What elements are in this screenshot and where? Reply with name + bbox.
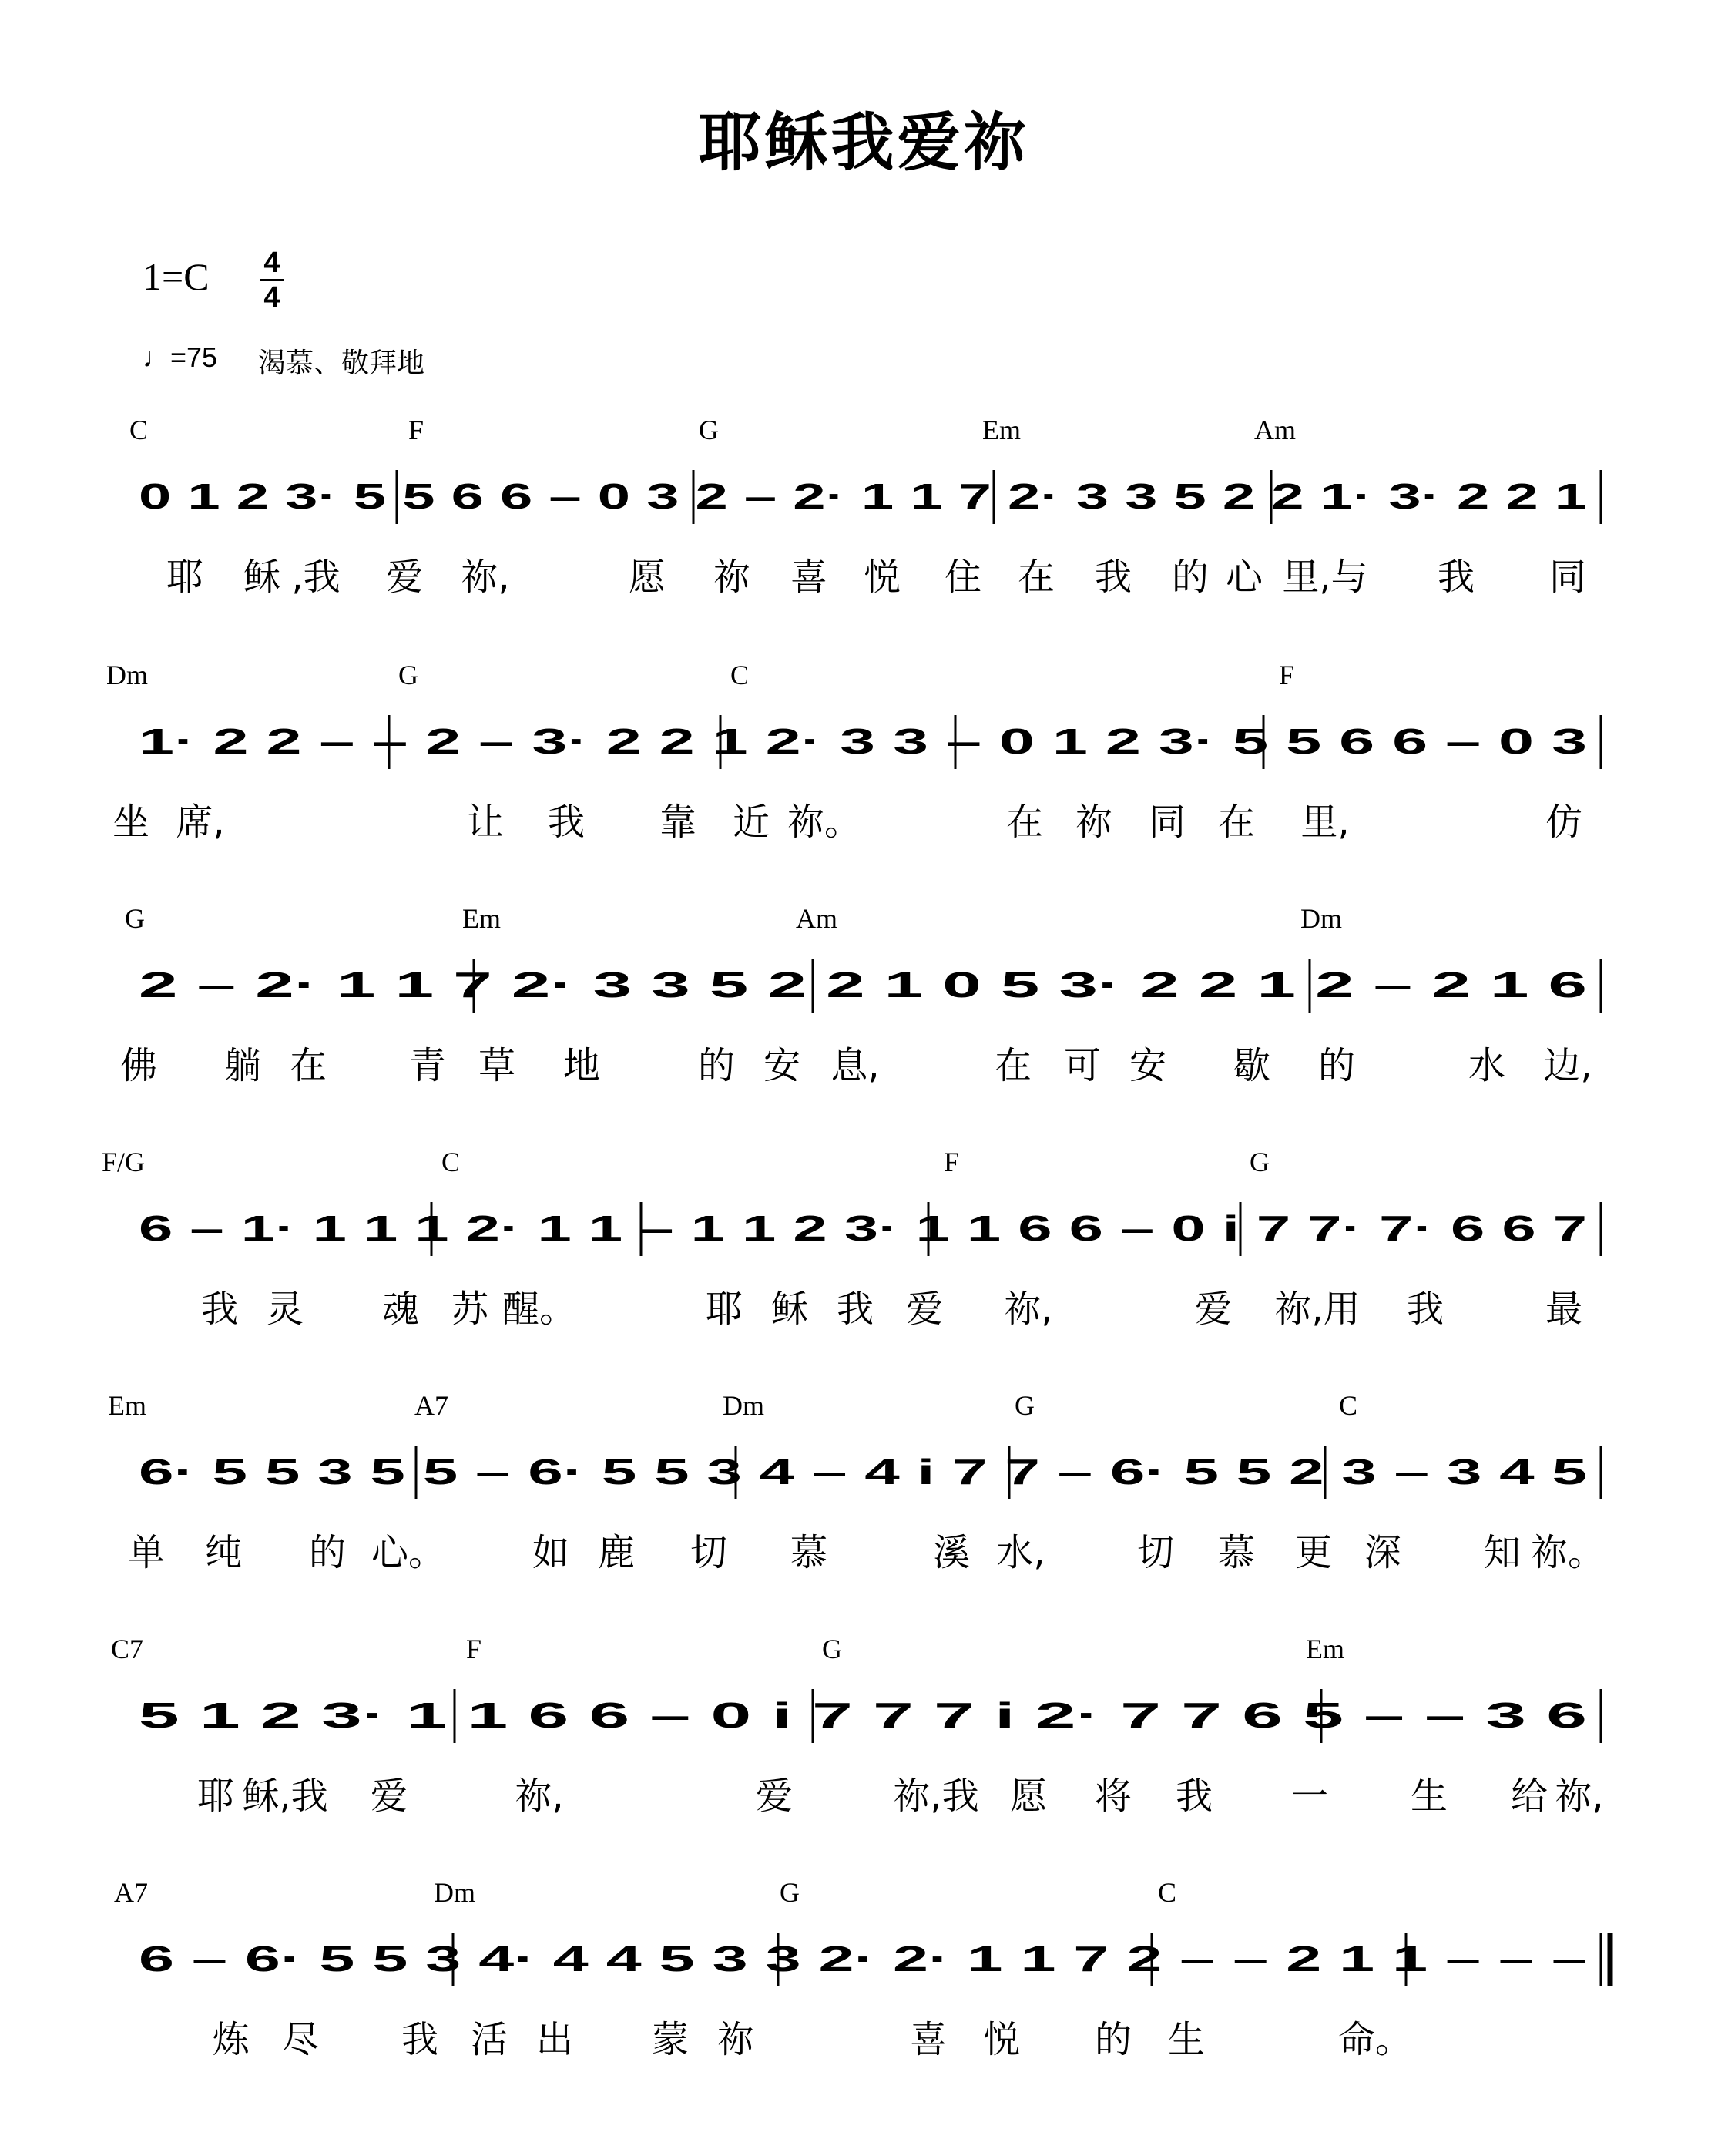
lyric-syllable: 祢,用	[1274, 1288, 1361, 1331]
lyric-syllable: 生	[1167, 2018, 1206, 2061]
lyric-syllable: 慕	[790, 1531, 828, 1574]
lyric-syllable: 纯	[204, 1531, 243, 1574]
lyric-syllable: 水	[1468, 1044, 1506, 1087]
lyric-syllable: 喜	[790, 556, 828, 599]
quarter-note-icon: ♩	[143, 341, 170, 373]
lyric-syllable: 蒙	[651, 2018, 690, 2061]
lyric-syllable: 喜	[909, 2018, 948, 2061]
chord-symbol: F	[408, 415, 424, 445]
lyric-syllable: 悦	[982, 2018, 1021, 2061]
tempo-value: =75	[170, 341, 218, 373]
lyric-syllable: 尽	[281, 2018, 320, 2061]
lyric-syllable: 的	[1094, 2018, 1132, 2061]
lyric-syllable: 安	[1129, 1044, 1167, 1087]
chord-symbol: Dm	[106, 660, 148, 690]
chord-symbol: Dm	[434, 1877, 475, 1908]
lyric-syllable: 爱	[905, 1288, 944, 1331]
lyric-syllable: 近	[732, 801, 770, 844]
lyric-syllable: 住	[944, 556, 982, 599]
lyric-syllable: 祢。	[787, 801, 862, 844]
notation-line: 1· 2 2 – – 2 – 3· 2 2 1 2· 3 3 – 0 1 2 3· 5 5 6 6 – 0 3	[139, 721, 1587, 761]
lyric-syllable: 祢	[716, 2018, 755, 2061]
notation-line: 2 – 2· 1 1 7 2· 3 3 5 2 2 1 0 5 3· 2 2 1 2 – 2 1 6	[139, 965, 1587, 1005]
lyric-syllable: 在	[994, 1044, 1032, 1087]
chord-symbol: C	[129, 415, 149, 445]
expression-mark: 渴慕、敬拜地	[258, 348, 425, 379]
lyric-syllable: 我	[836, 1288, 874, 1331]
lyric-syllable: 溪	[932, 1531, 971, 1574]
notation-line: 6 – 6· 5 5 3 4· 4 4 5 3 3 2· 2· 1 1 7 2 – – 2 1 1 – – –	[139, 1939, 1587, 1979]
lyric-syllable: 魂	[381, 1288, 420, 1331]
notation-line: 6· 5 5 3 5 5 – 6· 5 5 3 4 – 4 i 7 7 – 6· 5 5 2 3 – 3 4 5	[139, 1452, 1587, 1492]
lyric-syllable: 稣	[243, 556, 281, 599]
lyric-syllable: 愿	[628, 556, 666, 599]
lyric-syllable: 让	[466, 801, 505, 844]
notation-line: 0 1 2 3· 5 5 6 6 – 0 3 2 – 2· 1 1 7 2· 3 3 5 2 2 1· 3· 2 2 1	[139, 476, 1587, 516]
lyric-syllable: 在	[1217, 801, 1256, 844]
chord-symbol: G	[1015, 1390, 1035, 1421]
lyric-syllable: 苏	[451, 1288, 489, 1331]
lyric-syllable: 心。	[371, 1531, 446, 1574]
lyric-syllable: 生	[1410, 1775, 1448, 1818]
chord-symbol: F/G	[101, 1147, 146, 1177]
lyric-syllable: 祢	[713, 556, 751, 599]
lyric-syllable: 心	[1225, 556, 1263, 599]
lyric-syllable: 更	[1294, 1531, 1333, 1574]
lyric-syllable: 靠	[659, 801, 697, 844]
lyric-syllable: 仿	[1545, 801, 1583, 844]
lyric-syllable: 鹿	[597, 1531, 636, 1574]
lyric-syllable: 知	[1483, 1531, 1522, 1574]
lyric-syllable: 里,与	[1282, 556, 1368, 599]
lyric-syllable: 悦	[863, 556, 901, 599]
chord-symbol: Em	[108, 1390, 146, 1421]
lyric-syllable: 愿	[1009, 1775, 1048, 1818]
notation-line: 6 – 1· 1 1 1 2· 1 1 – 1 1 2 3· 1 1 6 6 – 0 i 7 7· 7· 6 6 7	[139, 1208, 1587, 1248]
lyric-syllable: 最	[1545, 1288, 1583, 1331]
lyric-syllable: 切	[690, 1531, 728, 1574]
lyric-syllable: 灵	[266, 1288, 304, 1331]
lyric-syllable: 的	[697, 1044, 736, 1087]
lyric-syllable: 草	[478, 1044, 516, 1087]
lyric-syllable: 我	[1406, 1288, 1444, 1331]
lyric-syllable: 躺	[223, 1044, 262, 1087]
lyric-syllable: 地	[562, 1044, 601, 1087]
lyric-syllable: 稣,我	[242, 1775, 328, 1818]
lyric-syllable: 切	[1136, 1531, 1175, 1574]
lyric-syllable: 里,	[1300, 801, 1350, 844]
chord-symbol: C	[730, 660, 750, 690]
lyric-syllable: 一	[1290, 1775, 1329, 1818]
song-title: 耶稣我爱祢	[698, 106, 1030, 180]
lyric-syllable: 我	[200, 1288, 239, 1331]
lyric-syllable: 祢,	[1555, 1775, 1604, 1818]
lyric-syllable: 青	[408, 1044, 447, 1087]
lyric-syllable: 祢,	[515, 1775, 564, 1818]
lyric-syllable: 祢。	[1530, 1531, 1606, 1574]
lyric-syllable: 可	[1063, 1044, 1102, 1087]
chord-symbol: Em	[462, 903, 501, 934]
chord-symbol: F	[465, 1634, 482, 1664]
chord-symbol: C7	[110, 1634, 144, 1664]
lyric-syllable: 坐	[112, 801, 150, 844]
lyric-syllable: 爱	[385, 556, 424, 599]
chord-symbol: Dm	[1300, 903, 1342, 934]
chord-symbol: G	[125, 903, 145, 934]
lyric-syllable: 慕	[1217, 1531, 1256, 1574]
lyric-syllable: 在	[289, 1044, 327, 1087]
lyric-syllable: 爱	[370, 1775, 408, 1818]
notation-line: 5 1 2 3· 1 1 6 6 – 0 i 7 7 7 i 2· 7 7 6 5 – – 3 6	[139, 1695, 1587, 1735]
chord-symbol: C	[1157, 1877, 1177, 1908]
chord-symbol: G	[1250, 1147, 1270, 1177]
lyric-syllable: 在	[1005, 801, 1044, 844]
chord-symbol: G	[822, 1634, 842, 1664]
lyric-syllable: 我	[401, 2018, 439, 2061]
lyric-syllable: 同	[1548, 556, 1587, 599]
chord-symbol: G	[699, 415, 719, 445]
lyric-syllable: 水,	[996, 1531, 1045, 1574]
lyric-syllable: 炼	[212, 2018, 250, 2061]
chord-symbol: Am	[796, 903, 837, 934]
lyric-syllable: 如	[532, 1531, 570, 1574]
lyric-syllable: 同	[1148, 801, 1186, 844]
lyric-syllable: 耶	[705, 1288, 743, 1331]
lyric-syllable: 我	[1437, 556, 1475, 599]
lyric-syllable: 歇	[1233, 1044, 1271, 1087]
lyric-syllable: 醒。	[502, 1288, 577, 1331]
lyric-syllable: 耶	[166, 556, 204, 599]
time-signature-top: 4	[263, 247, 280, 279]
chord-symbol: F	[1278, 660, 1295, 690]
lyric-syllable: 将	[1094, 1775, 1132, 1818]
lyric-syllable: 我	[547, 801, 586, 844]
lyric-syllable: 命。	[1337, 2018, 1413, 2061]
lyric-syllable: 的	[308, 1531, 347, 1574]
lyric-syllable: 给	[1510, 1775, 1548, 1818]
lyric-syllable: 活	[470, 2018, 508, 2061]
lyric-syllable: 的	[1171, 556, 1210, 599]
chord-symbol: F	[943, 1147, 960, 1177]
lyric-syllable: 边,	[1543, 1044, 1592, 1087]
lyric-syllable: 耶	[196, 1775, 235, 1818]
lyric-syllable: 爱	[755, 1775, 794, 1818]
lyric-syllable: 在	[1017, 556, 1055, 599]
chord-symbol: C	[1338, 1390, 1358, 1421]
lyric-syllable: 出	[535, 2018, 574, 2061]
lyric-syllable: 爱	[1194, 1288, 1233, 1331]
chord-symbol: Dm	[723, 1390, 764, 1421]
lyric-syllable: 深	[1364, 1531, 1402, 1574]
key-signature: 1=C	[143, 255, 210, 298]
chord-symbol: G	[780, 1877, 800, 1908]
chord-symbol: A7	[114, 1877, 148, 1908]
chord-symbol: Am	[1254, 415, 1296, 445]
lyric-syllable: 席,	[176, 801, 225, 844]
lyric-syllable: 祢,	[1004, 1288, 1053, 1331]
chord-symbol: A7	[414, 1390, 448, 1421]
chord-symbol: G	[398, 660, 418, 690]
lyric-syllable: 我	[1094, 556, 1132, 599]
lyric-syllable: 祢	[1075, 801, 1113, 844]
lyric-syllable: 祢,我	[893, 1775, 979, 1818]
lyric-syllable: 我	[1175, 1775, 1213, 1818]
lyric-syllable: 的	[1317, 1044, 1356, 1087]
lyric-syllable: 佛	[119, 1044, 158, 1087]
lyric-syllable: 祢,	[461, 556, 510, 599]
lyric-syllable: 稣	[770, 1288, 809, 1331]
chord-symbol: C	[441, 1147, 461, 1177]
lyric-syllable: 息,	[830, 1044, 880, 1087]
chord-symbol: Em	[982, 415, 1021, 445]
lyric-syllable: ,我	[291, 556, 341, 599]
time-signature-bottom: 4	[263, 281, 280, 314]
chord-symbol: Em	[1306, 1634, 1344, 1664]
lyric-syllable: 单	[127, 1531, 166, 1574]
lyric-syllable: 安	[763, 1044, 801, 1087]
